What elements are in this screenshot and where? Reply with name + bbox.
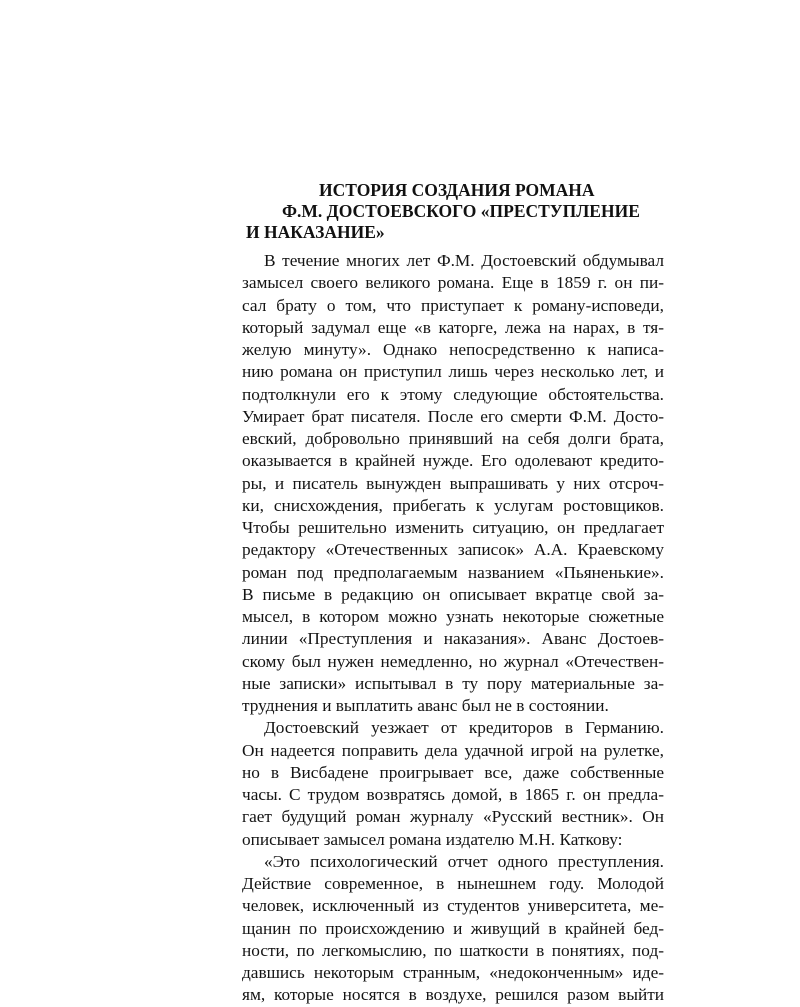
- text-line: ные записки» испытывал в ту пору материальные за-: [242, 673, 664, 693]
- text-line: гает будущий роман журналу «Русский вестник». Он: [242, 807, 664, 827]
- text-line: «Это психологический отчет одного преступления.: [264, 851, 664, 871]
- text-line: желую минуту». Однако непосредственно к написа-: [242, 340, 664, 359]
- text-line: подтолкнули его к этому следующие обстоятельства.: [242, 384, 664, 404]
- text-line: В письме в редакцию он описывает вкратце свой за-: [242, 584, 664, 604]
- text-line: В течение многих лет Ф.М. Достоевский обдумывал: [264, 251, 664, 270]
- text-line: часы. С трудом возвратясь домой, в 1865 г. он предла-: [242, 785, 664, 804]
- chapter-title: [242, 180, 664, 243]
- text-line: оказывается в крайней нужде. Его одолевают кредито-: [242, 451, 664, 471]
- text-line: труднения и выплатить аванс был не в состоянии.: [242, 696, 609, 715]
- text-line: человек, исключенный из студентов университета, ме-: [242, 896, 664, 916]
- text-line: который задумал еще «в каторге, лежа на нарах, в тя-: [242, 317, 664, 337]
- text-line: нию романа он приступил лишь через несколько лет, и: [242, 362, 664, 382]
- text-line: Он надеется поправить дела удачной игрой на рулетке,: [242, 740, 664, 760]
- text-line: ки, снисхождения, прибегать к услугам ростовщиков.: [242, 495, 664, 515]
- text-line: евский, добровольно принявший на себя долги брата,: [242, 429, 664, 448]
- text-line: давшись некоторым странным, «недоконченным» иде-: [242, 963, 664, 982]
- text-line: ры, и писатель вынужден выпрашивать у них отсроч-: [242, 473, 664, 493]
- text-line: Умирает брат писателя. После его смерти Ф.М. Досто-: [242, 406, 664, 426]
- title-line-3: И НАКАЗАНИЕ»: [246, 222, 385, 242]
- text-line: ям, которые носятся в воздухе, решился разом выйти: [242, 985, 664, 1005]
- text-line: линии «Преступления и наказания». Аванс Достоев-: [242, 629, 664, 649]
- text-line: Действие современное, в нынешнем году. Молодой: [242, 874, 664, 893]
- text-line: Достоевский уезжает от кредиторов в Германию.: [264, 718, 664, 738]
- text-line: описывает замысел романа издателю М.Н. Каткову:: [242, 829, 623, 849]
- text-line: щанин по происхождению и живущий в крайней бед-: [242, 918, 664, 938]
- text-line: но в Висбадене проигрывает все, даже собственные: [242, 762, 664, 782]
- text-line: замысел своего великого романа. Еще в 1859 г. он пи-: [242, 273, 664, 293]
- text-line: мысел, в котором можно узнать некоторые сюжетные: [242, 607, 664, 626]
- title-line-1: ИСТОРИЯ СОЗДАНИЯ РОМАНА: [319, 180, 595, 200]
- text-line: сал брату о том, что приступает к роману-исповеди,: [242, 295, 664, 315]
- text-line: Чтобы решительно изменить ситуацию, он предлагает: [242, 518, 664, 537]
- text-line: роман под предполагаемым названием «Пьяненькие».: [242, 562, 664, 582]
- text-line: скому был нужен немедленно, но журнал «Отечествен-: [242, 651, 664, 671]
- text-line: редактору «Отечественных записок» А.А. Краевскому: [242, 540, 664, 560]
- title-line-2: Ф.М. ДОСТОЕВСКОГО «ПРЕСТУПЛЕНИЕ: [282, 201, 640, 221]
- body-text: [242, 250, 664, 1007]
- text-line: ности, по легкомыслию, по шаткости в понятиях, под-: [242, 940, 664, 960]
